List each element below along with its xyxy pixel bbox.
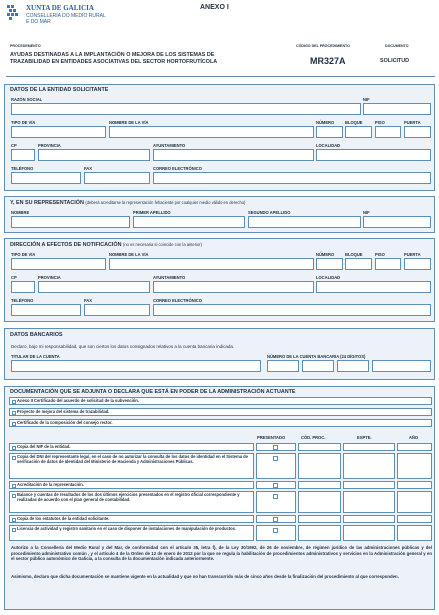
rep-nif-field[interactable] xyxy=(363,216,431,228)
not-numero-field[interactable] xyxy=(316,258,343,270)
not-nombre-via-label: NOMBRE DE LA VÍA xyxy=(109,252,149,257)
tipo-via-field[interactable] xyxy=(11,126,106,138)
not-localidad-label: LOCALIDAD xyxy=(316,275,341,280)
representative-note: (deberá acreditarse la representación fehaciente por cualquier medio válido en derecho) xyxy=(85,200,246,205)
documents-section-title: DOCUMENTACIÓN QUE SE ADJUNTA O DECLARA QUE ESTÁ EN PODER DE LA ADMINISTRACIÓN ACTUANTE xyxy=(10,389,296,395)
not-tipo-via-field[interactable] xyxy=(11,258,106,270)
doc-item-text: Balance y cuentas de resultados de los dos últimos ejercicios presentados en el registro oficial correspondiente y realizadas de acuerdo con el plan general de contabilidad. xyxy=(17,492,240,502)
notification-section-title xyxy=(10,242,202,248)
not-bloque-field[interactable] xyxy=(345,258,372,270)
code-value: MR327A xyxy=(310,56,346,66)
rep-segundo-apellido-field[interactable] xyxy=(248,216,361,228)
representative-section-title xyxy=(10,200,245,206)
code-label: CÓDIGO DEL PROCEDIMIENTO xyxy=(296,44,350,48)
email-field[interactable] xyxy=(153,172,431,184)
not-email-label: CORREO ELECTRÓNICO xyxy=(153,298,202,303)
doc-item[interactable] xyxy=(9,408,432,416)
bloque-label: BLOQUE xyxy=(345,120,363,125)
presentado-cell xyxy=(256,515,296,523)
notification-title-text: DIRECCIÓN A EFECTOS DE NOTIFICACIÓN xyxy=(10,242,122,248)
presentado-cell xyxy=(256,525,296,541)
ano-cell[interactable] xyxy=(397,491,432,513)
expte-cell[interactable] xyxy=(343,443,395,451)
presentado-checkbox[interactable] xyxy=(273,517,278,522)
table-row[interactable] xyxy=(9,443,254,451)
nombre-via-label: NOMBRE DE LA VÍA xyxy=(109,120,149,125)
presentado-checkbox[interactable] xyxy=(273,494,278,499)
procedure-title-line2: TRAZABILIDAD EN ENTIDADES ASOCIATIVAS DEL SECTOR HORTOFRUTÍCOLA xyxy=(10,59,218,65)
telefono-label: TELÉFONO xyxy=(11,166,34,171)
not-bloque-label: BLOQUE xyxy=(345,252,363,257)
provincia-label: PROVINCIA xyxy=(38,143,61,148)
table-row[interactable] xyxy=(9,525,254,541)
localidad-label: LOCALIDAD xyxy=(316,143,341,148)
presentado-checkbox[interactable] xyxy=(273,456,278,461)
checkbox[interactable] xyxy=(12,456,16,460)
ayuntamiento-label: AYUNTAMIENTO xyxy=(153,143,186,148)
notification-note: (no es necesaria si coincide con la anterior) xyxy=(123,242,202,247)
provincia-field[interactable] xyxy=(38,149,150,161)
nif-field[interactable] xyxy=(363,103,431,115)
table-row[interactable] xyxy=(9,453,254,479)
not-provincia-field[interactable] xyxy=(38,281,150,293)
not-piso-label: PISO xyxy=(375,252,385,257)
not-fax-label: FAX xyxy=(84,298,92,303)
authorization-text: Autorizo a la Consellería del Medio Rural y del Mar, de conformidad con el artículo 35, letra f), de la Ley 30/1992, de 26 de noviembre, de régimen jurídico de las administraciones públicas y del procedimiento administrativo común , y el artículo 4 de la Orden de 12 de enero de 2012 por la que se regula la habilitación de procedimientos administrativos y servicios en la Administración general y en el sector público autonómico de Galicia, a la consulta de la documentación indicada anteriormente. xyxy=(11,545,432,562)
numero-field[interactable] xyxy=(316,126,343,138)
header-divider xyxy=(6,76,435,77)
presentado-cell xyxy=(256,453,296,479)
bank-titular-field[interactable] xyxy=(11,360,261,372)
bank-account-4[interactable] xyxy=(372,360,431,372)
ano-cell[interactable] xyxy=(397,525,432,541)
doc-item[interactable] xyxy=(9,397,432,405)
piso-label: PISO xyxy=(375,120,385,125)
col-expte: EXPTE. xyxy=(357,435,372,440)
presentado-checkbox[interactable] xyxy=(273,528,278,533)
presentado-checkbox[interactable] xyxy=(273,483,278,488)
puerta-field[interactable] xyxy=(404,126,431,138)
razon-social-label: RAZÓN SOCIAL xyxy=(11,97,43,102)
not-cp-label: CP xyxy=(11,275,17,280)
bank-section-title: DATOS BANCARIOS xyxy=(10,332,63,338)
annex-title: ANEXO I xyxy=(200,4,229,11)
doc-item-text: Copia del NIF de la entidad. xyxy=(17,444,71,449)
rep-segundo-apellido-label: SEGUNDO APELLIDO xyxy=(248,210,291,215)
expte-cell[interactable] xyxy=(343,481,395,489)
rep-nif-label: NIF xyxy=(363,210,370,215)
not-cp-field[interactable] xyxy=(11,281,35,293)
cod-proc-cell[interactable] xyxy=(298,453,341,479)
not-nombre-via-field[interactable] xyxy=(109,258,314,270)
not-tipo-via-label: TIPO DE VÍA xyxy=(11,252,36,257)
checkbox[interactable] xyxy=(12,446,16,450)
procedure-title-line1: AYUDAS DESTINADAS A LA IMPLANTACIÓN O MEJORA DE LOS SISTEMAS DE xyxy=(10,52,215,58)
not-ayuntamiento-label: AYUNTAMIENTO xyxy=(153,275,186,280)
tipo-via-label: TIPO DE VÍA xyxy=(11,120,36,125)
expte-cell[interactable] xyxy=(343,515,395,523)
checkbox[interactable] xyxy=(12,400,16,404)
cp-field[interactable] xyxy=(11,149,35,161)
not-piso-field[interactable] xyxy=(375,258,401,270)
document-value: SOLICITUD xyxy=(380,58,410,64)
doc-item-text: Copia de los estatutos de la entidad solicitante. xyxy=(17,516,110,521)
table-row[interactable] xyxy=(9,491,254,513)
doc-item-text: Licencia de actividad y registro sanitario en el caso de disponer de instalaciones de manipulación de productos. xyxy=(17,526,237,531)
piso-field[interactable] xyxy=(375,126,401,138)
cod-proc-cell[interactable] xyxy=(298,525,341,541)
not-puerta-field[interactable] xyxy=(404,258,431,270)
doc-item-text: Anexo II Certificado del acuerdo de solicitud de la subvención. xyxy=(17,398,139,403)
rep-primer-apellido-field[interactable] xyxy=(133,216,245,228)
bloque-field[interactable] xyxy=(345,126,372,138)
bank-account-2[interactable] xyxy=(302,360,334,372)
checkbox[interactable] xyxy=(12,422,16,426)
checkbox[interactable] xyxy=(12,528,16,532)
org-name: XUNTA DE GALICIA xyxy=(26,4,94,12)
bank-section xyxy=(4,328,435,380)
cp-label: CP xyxy=(11,143,17,148)
presentado-cell xyxy=(256,481,296,489)
checkbox[interactable] xyxy=(12,518,16,522)
expte-cell[interactable] xyxy=(343,491,395,513)
presentado-cell xyxy=(256,491,296,513)
declaration-text: Asimismo, declaro que dicha documentación se mantiene vigente en la actualidad y que no han transcurrido más de cinco años desde la finalización del procedimiento al que corresponden. xyxy=(11,574,399,579)
rep-primer-apellido-label: PRIMER APELLIDO xyxy=(133,210,171,215)
doc-item-text: Certificado de la composición del consejo rector. xyxy=(17,420,113,425)
col-presentado: PRESENTADO xyxy=(257,435,286,440)
fax-field[interactable] xyxy=(84,172,150,184)
rep-nombre-field[interactable] xyxy=(11,216,130,228)
not-numero-label: NÚMERO xyxy=(316,252,335,257)
presentado-cell xyxy=(256,443,296,451)
table-row[interactable] xyxy=(9,515,254,523)
expte-cell[interactable] xyxy=(343,453,395,479)
not-puerta-label: PUERTA xyxy=(404,252,421,257)
applicant-section xyxy=(4,84,435,191)
doc-item-text: Proyecto de mejora del sistema de trazabilidad. xyxy=(17,409,110,414)
rep-nombre-label: NOMBRE xyxy=(11,210,30,215)
notification-section xyxy=(4,238,435,322)
org-department-2: E DO MAR xyxy=(26,19,51,25)
expte-cell[interactable] xyxy=(343,525,395,541)
nif-label: NIF xyxy=(363,97,370,102)
numero-label: NÚMERO xyxy=(316,120,335,125)
bank-declaration: Declaro, bajo mi responsabilidad, que son ciertos los datos consignados relativos a la cuenta bancaria indicada. xyxy=(11,344,235,349)
representative-title-text: Y, EN SU REPRESENTACIÓN xyxy=(10,200,84,206)
presentado-checkbox[interactable] xyxy=(273,445,278,450)
cod-proc-cell[interactable] xyxy=(298,443,341,451)
ano-cell[interactable] xyxy=(397,481,432,489)
not-localidad-field[interactable] xyxy=(316,281,431,293)
ayuntamiento-field[interactable] xyxy=(153,149,314,161)
ano-cell[interactable] xyxy=(397,515,432,523)
table-row[interactable] xyxy=(9,481,254,489)
bank-titular-label: TITULAR DE LA CUENTA xyxy=(11,354,60,359)
org-department: CONSELLERÍA DO MEDIO RURAL xyxy=(26,13,106,19)
xunta-emblem-icon xyxy=(6,4,24,24)
not-telefono-label: TELÉFONO xyxy=(11,298,34,303)
checkbox[interactable] xyxy=(12,494,16,498)
xunta-logo xyxy=(6,4,24,24)
ano-cell[interactable] xyxy=(397,453,432,479)
puerta-label: PUERTA xyxy=(404,120,421,125)
documents-section xyxy=(4,386,435,610)
procedure-label: PROCEDEMENTO xyxy=(10,44,41,48)
bank-account-1[interactable] xyxy=(267,360,299,372)
checkbox[interactable] xyxy=(12,484,16,488)
bank-account-label: NÚMERO DE LA CUENTA BANCARIA (24 DÍGITOS) xyxy=(267,354,366,359)
cod-proc-cell[interactable] xyxy=(298,491,341,513)
col-ano: AÑO xyxy=(409,435,419,440)
document-label: DOCUMENTO xyxy=(385,44,409,48)
doc-item-text: Copia del DNI del representante legal, en el caso de no autorizar la consulta de los datos de identidad en el Sistema de verificación de datos de Identidad del Ministerio de Hacienda y Administraciones Públicas. xyxy=(17,454,248,464)
not-ayuntamiento-field[interactable] xyxy=(153,281,314,293)
razon-social-field[interactable] xyxy=(11,103,361,115)
cod-proc-cell[interactable] xyxy=(298,515,341,523)
not-provincia-label: PROVINCIA xyxy=(38,275,61,280)
telefono-field[interactable] xyxy=(11,172,81,184)
not-email-field[interactable] xyxy=(153,304,431,316)
representative-section xyxy=(4,196,435,233)
cod-proc-cell[interactable] xyxy=(298,481,341,489)
doc-item[interactable] xyxy=(9,419,432,427)
not-fax-field[interactable] xyxy=(84,304,150,316)
ano-cell[interactable] xyxy=(397,443,432,451)
procedure-title xyxy=(10,52,217,66)
checkbox[interactable] xyxy=(12,411,16,415)
nombre-via-field[interactable] xyxy=(109,126,314,138)
email-label: CORREO ELECTRÓNICO xyxy=(153,166,202,171)
fax-label: FAX xyxy=(84,166,92,171)
applicant-section-title: DATOS DE LA ENTIDAD SOLICITANTE xyxy=(10,87,109,93)
col-cod-proc: CÓD. PROC. xyxy=(301,435,326,440)
localidad-field[interactable] xyxy=(316,149,431,161)
bank-account-3[interactable] xyxy=(337,360,369,372)
doc-item-text: Acreditación de la representación. xyxy=(17,482,84,487)
not-telefono-field[interactable] xyxy=(11,304,81,316)
